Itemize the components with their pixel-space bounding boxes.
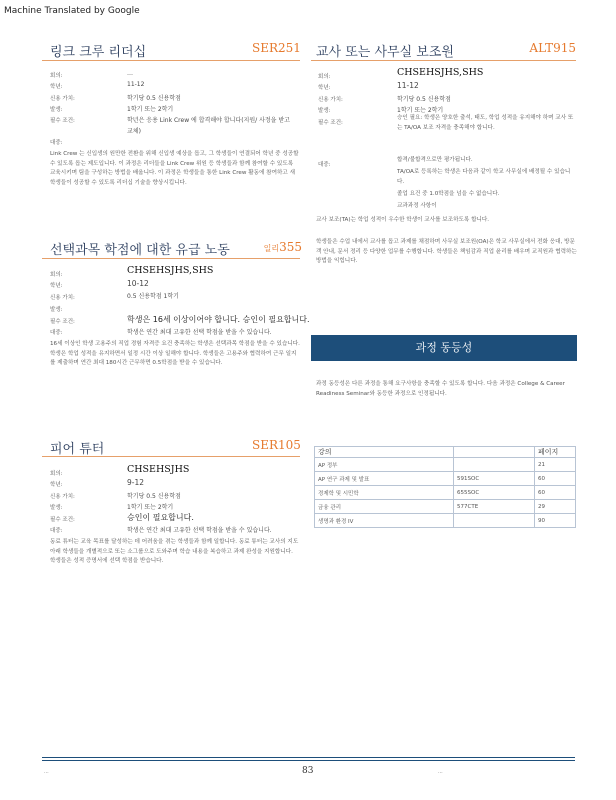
field-label: 학년: [50, 283, 63, 289]
field-value: 10-12 [127, 279, 149, 288]
field-label: 학년: [50, 482, 63, 488]
banner-title: 과정 동등성 [415, 341, 473, 354]
field-label: 신용 가치: [50, 494, 75, 500]
table-row [315, 458, 576, 472]
field-label: 발생: [50, 307, 63, 313]
equivalency-table [314, 446, 576, 528]
field-label: 필수 조건: [50, 319, 75, 325]
field-value: 학기당 0.5 신용학점 [397, 96, 451, 103]
table-cell [454, 458, 535, 472]
table-cell: 29 [535, 500, 576, 514]
field-label: 회의: [50, 272, 63, 278]
course-code-ser355 [258, 240, 302, 254]
table-cell: 21 [535, 458, 576, 472]
equivalency-intro: 과정 동등성은 다른 과정을 통해 요구사항을 충족할 수 있도록 합니다. 다음 과정은 College & Career Readiness Seminar와 동등한 과정으로 인정됩니다. [316, 381, 565, 397]
field-value: 0.5 신용학점 1학기 [127, 293, 179, 300]
section-rule [311, 60, 576, 61]
footer-right-text: ... [438, 769, 443, 775]
field-label: 발생: [50, 107, 63, 113]
table-cell: 60 [535, 472, 576, 486]
field-label: 대중: [50, 140, 63, 146]
table-row [315, 514, 576, 528]
field-label: 발생: [318, 108, 331, 114]
field-label: 필수 조건: [50, 118, 75, 124]
footer-rule [42, 757, 575, 758]
table-row [315, 472, 576, 486]
field-label: 필수 조건: [50, 517, 75, 523]
note-item: TA/OA로 등록하는 학생은 다음과 같이 학교 사무실에 배정될 수 있습니다. [397, 169, 571, 185]
course-code-ser251: SER251 [252, 41, 301, 55]
note-item: 교과과정 사항이 [397, 203, 437, 209]
table-cell: 생명과 환경 IV [315, 514, 454, 528]
equivalency-banner [311, 335, 577, 361]
field-value: 학생은 16세 이상이어야 합니다. 승인이 필요합니다. [127, 315, 310, 324]
field-value: 1학기 또는 2학기 [397, 107, 444, 114]
table-row [315, 500, 576, 514]
course-title-alt915: 교사 또는 사무실 보조원 [316, 45, 454, 60]
table-header-row [315, 447, 576, 458]
table-cell: 금융 관리 [315, 500, 454, 514]
table-cell: AP 정부 [315, 458, 454, 472]
field-label: 학년: [318, 85, 331, 91]
course-code-prefix: 일리 [263, 244, 280, 253]
course-description: 학생들은 수업 내에서 교사를 돕고 과제를 채점하며 사무실 보조원(OA)은 학교 사무실에서 전화 응대, 방문객 안내, 문서 정리 등 다양한 업무를 수행합니다. 학생들은 책임감과 직업 윤리를 배우며 교직원과 협력하는 방법을 익힙니다. [316, 239, 577, 265]
table-cell: 655SOC [454, 486, 535, 500]
field-value: 1학기 또는 2학기 [127, 106, 174, 113]
field-value: CHSEHSJHS,SHS [397, 67, 484, 78]
field-value: 승인 필요: 학생은 양호한 출석, 태도, 학업 성적을 유지해야 하며 교사 또는 TA/OA 보조 자격을 충족해야 합니다. [397, 115, 574, 131]
field-value: 승인이 필요합니다. [127, 513, 194, 522]
field-label: 회의: [50, 471, 63, 477]
field-label: 학년: [50, 84, 63, 90]
course-description: 16세 이상인 학생 고용주의 직업 경험 자격증 요건 충족하는 학생은 선택과목 학점을 받을 수 있습니다. 학생은 학업 성적을 유지하면서 일정 시간 이상 일해야 합니다. 학생들은 고용주와 협력하여 근무 일지를 제출하며 연간 최대 180시간 근무하면 0.5학점을 받을 수 있습니다. [50, 341, 300, 367]
table-cell: 577CTE [454, 500, 535, 514]
field-value: 학기당 0.5 신용학점 [127, 493, 181, 500]
field-label: 회의: [318, 74, 331, 80]
course-title-ser105: 피어 튜터 [50, 442, 105, 457]
table-cell: AP 연구 과제 및 발표 [315, 472, 454, 486]
table-cell: 591SOC [454, 472, 535, 486]
field-value: 1학기 또는 2학기 [127, 504, 174, 511]
field-value: … [127, 70, 133, 77]
section-rule [42, 60, 300, 61]
note-item: 졸업 요건 중 1.0학점을 넘을 수 없습니다. [397, 191, 500, 197]
field-value: 9-12 [127, 478, 145, 487]
field-label: 대중: [50, 330, 63, 336]
footer-rule [42, 760, 575, 761]
field-value: 학생은 연간 최대 고유한 선택 학점을 받을 수 있습니다. [127, 329, 272, 336]
field-label: 필수 조건: [318, 120, 343, 126]
field-label: 대중: [50, 528, 63, 534]
field-value: 11-12 [397, 81, 419, 90]
field-label: 회의: [50, 73, 63, 79]
field-value: 11-12 [127, 81, 145, 88]
footer-left-text: ... [44, 769, 49, 775]
field-label: 발생: [50, 505, 63, 511]
field-label: 신용 가치: [318, 97, 343, 103]
table-cell: 60 [535, 486, 576, 500]
course-code-ser105: SER105 [252, 438, 301, 452]
field-value: 학생은 연간 최대 고유한 선택 학점을 받을 수 있습니다. [127, 527, 272, 534]
table-header: 페이지 [535, 447, 576, 458]
machine-translation-notice: Machine Translated by Google [4, 6, 140, 16]
table-cell [454, 514, 535, 528]
field-label: 대중: [318, 162, 331, 168]
course-description: Link Crew 는 신입생의 원만한 전환을 위해 신입생 예상을 돕고, 그 학생들이 연결되어 학년 중 성공할 수 있도록 돕는 제도입니다. 이 과정은 리더들을 Link Crew 위원 등 학생들과 함께 참여할 수 있도록 교육시키며 팀을 구성하는 방법을 배웁니다. 이 과정은 학생들을 통한 Link Crew 활동에 참여하고 새 학생들이 성공할 수 있도록 리더십 기술을 향상시킵니다. [50, 151, 299, 186]
field-value: 학기당 0.5 신용학점 [127, 95, 181, 102]
section-rule [42, 258, 300, 259]
field-label: 신용 가치: [50, 295, 75, 301]
table-row [315, 486, 576, 500]
course-code-number: 355 [279, 240, 302, 254]
course-description: 동료 튜터는 교육 목표를 달성하는 데 어려움을 겪는 학생들과 함께 일합니다. 동료 튜터는 교사의 지도 아래 학생들을 개별적으로 또는 소그룹으로 도와주며 학습 내용을 복습하고 과제 완성을 지원합니다. 학생들은 성적 증명서에 선택 학점을 받습니다. [50, 539, 299, 565]
field-value: CHSEHSJHS [127, 464, 190, 475]
table-cell: 경제학 및 시민학 [315, 486, 454, 500]
course-title-ser251: 링크 크루 리더십 [50, 45, 147, 60]
course-description: 교사 보조(TA)는 학업 성적이 우수한 학생이 교사를 보조하도록 합니다. [316, 217, 490, 223]
page-number: 83 [302, 766, 314, 776]
note-item: 합격/불합격으로만 평가됩니다. [397, 157, 473, 163]
section-rule [42, 456, 300, 457]
table-cell: 90 [535, 514, 576, 528]
field-value: 학년은 응용 Link Crew 에 합격해야 합니다(지원/ 사정을 받고 [127, 117, 290, 124]
field-label: 신용 가치: [50, 96, 75, 102]
course-code-alt915: ALT915 [529, 41, 576, 55]
field-value: CHSEHSJHS,SHS [127, 265, 214, 276]
table-header: 강의 [315, 447, 454, 458]
table-header [454, 447, 535, 458]
field-value: 교체) [127, 128, 141, 135]
course-title-ser355: 선택과목 학점에 대한 유급 노동 [50, 243, 230, 258]
